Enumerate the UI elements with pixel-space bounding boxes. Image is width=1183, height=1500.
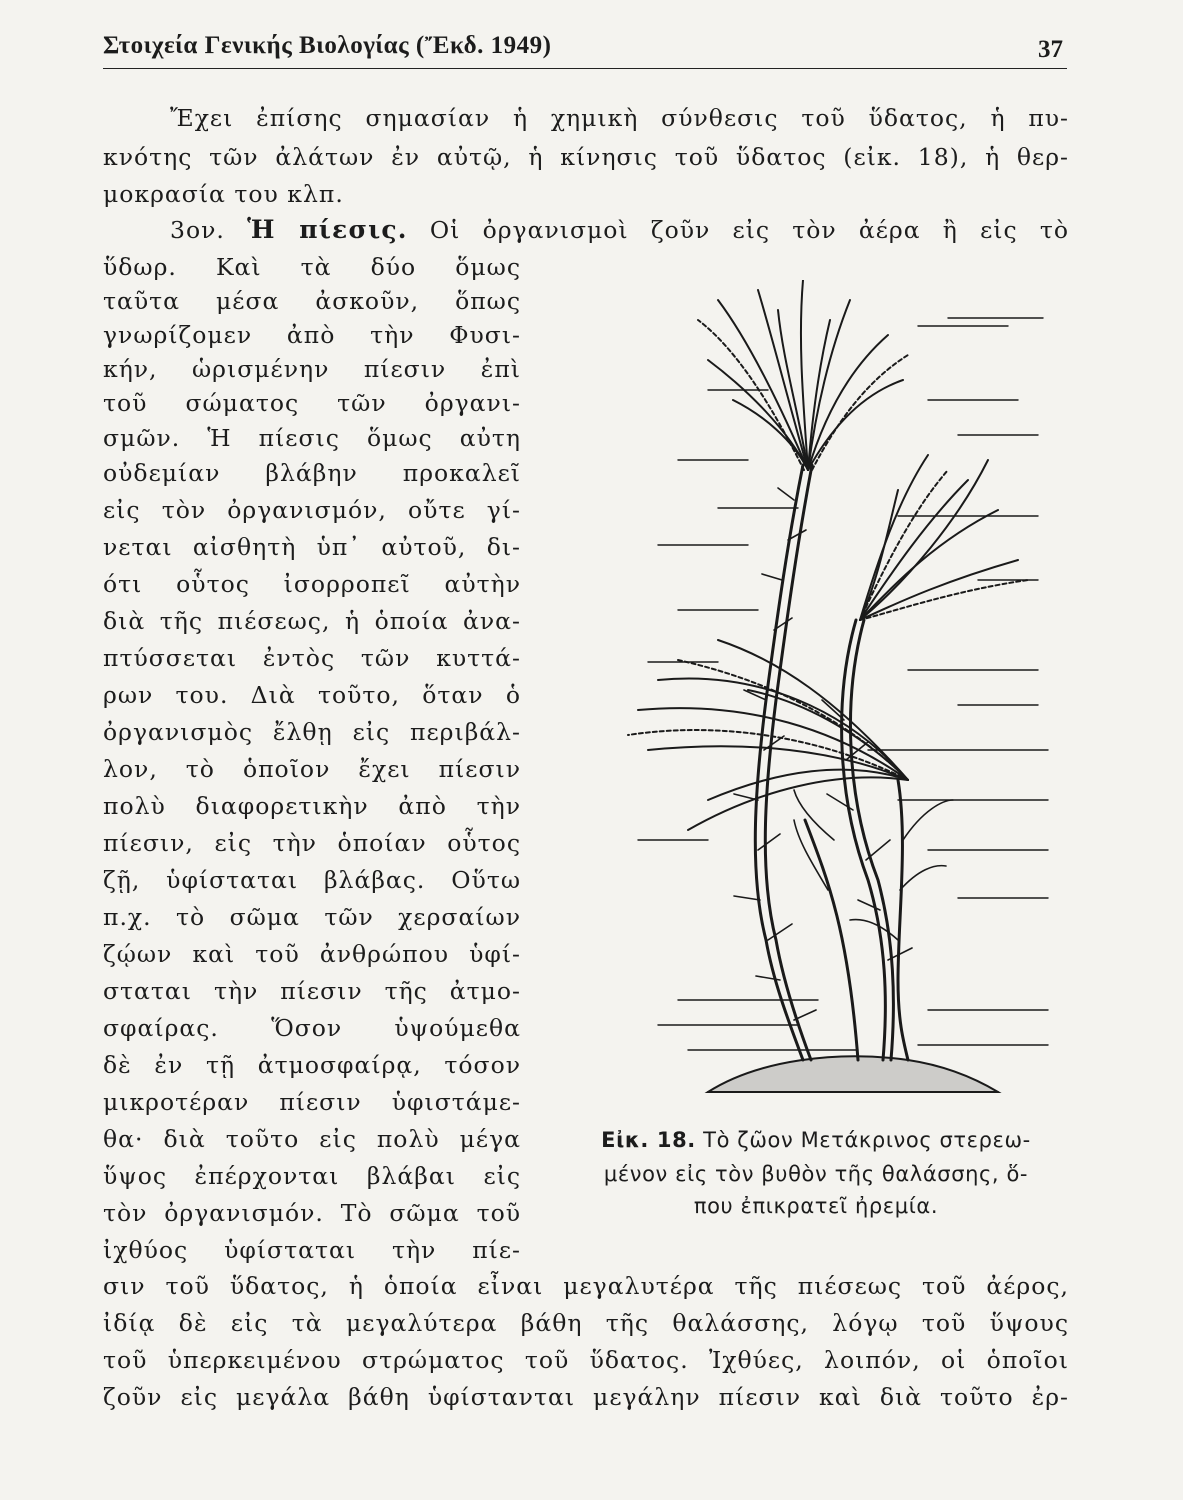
column-line: τοῦ σώματος τῶν ὀργανι-	[103, 389, 521, 417]
section-number: 3ον.	[170, 216, 225, 244]
column-line: πίεσιν, εἰς τὴν ὁποίαν οὗτος	[103, 829, 521, 857]
column-line: λον, τὸ ὁποῖον ἔχει πίεσιν	[103, 755, 521, 783]
page-header	[103, 28, 1067, 72]
column-line: σταται τὴν πίεσιν τῆς ἀτμο-	[103, 977, 521, 1005]
paragraph-line: Ἔχει ἐπίσης σημασίαν ἡ χημικὴ σύνθεσις τοῦ ὕδατος, ἡ πυ-	[170, 104, 1069, 132]
paragraph-line: ζοῦν εἰς μεγάλα βάθη ὑφίστανται μεγάλην πίεσιν καὶ διὰ τοῦτο ἐρ-	[103, 1383, 1069, 1411]
paragraph-line: σιν τοῦ ὕδατος, ἡ ὁποία εἶναι μεγαλυτέρα τῆς πιέσεως τοῦ ἀέρος,	[103, 1272, 1069, 1300]
figure-caption-line: μένον εἰς τὸν βυθὸν τῆς θαλάσσης, ὅ-	[603, 1162, 1029, 1186]
column-line: πτύσσεται ἐντὸς τῶν κυττά-	[103, 644, 521, 672]
column-line: θα· διὰ τοῦτο εἰς πολὺ μέγα	[103, 1125, 521, 1153]
column-line: γνωρίζομεν ἀπὸ τὴν Φυσι-	[103, 321, 521, 349]
crown-lower	[628, 640, 908, 830]
page-number: 37	[1038, 36, 1063, 63]
column-line: δὲ ἐν τῇ ἀτμοσφαίρᾳ, τόσον	[103, 1051, 521, 1079]
column-line: ρων του. Διὰ τοῦτο, ὅταν ὁ	[103, 681, 521, 709]
crown-top	[698, 280, 908, 470]
header-rule	[103, 68, 1067, 69]
paragraph-line: κνότης τῶν ἀλάτων ἐν αὐτῷ, ἡ κίνησις τοῦ ὕδατος (εἰκ. 18), ἡ θερ-	[103, 143, 1069, 171]
section-heading-line	[170, 212, 1069, 248]
paragraph-line: μοκρασία του κλπ.	[103, 180, 344, 208]
section-first-line: Οἱ ὀργανισμοὶ ζοῦν εἰς τὸν ἀέρα ἢ εἰς τὸ	[429, 216, 1069, 244]
caption-text: Τὸ ζῶον Μετάκρινος στερεω-	[703, 1128, 1031, 1152]
paragraph-line: ἰδίᾳ δὲ εἰς τὰ μεγαλύτερα βάθη τῆς θαλάσσης, λόγῳ τοῦ ὕψους	[103, 1309, 1069, 1337]
column-line: ἰχθύος ὑφίσταται τὴν πίε-	[103, 1236, 521, 1264]
section-heading: Ἡ πίεσις.	[247, 215, 408, 244]
running-title: Στοιχεία Γενικής Βιολογίας (Ἔκδ. 1949)	[103, 32, 552, 59]
column-line: οὐδεμίαν βλάβην προκαλεῖ	[103, 459, 521, 487]
column-line: διὰ τῆς πιέσεως, ἡ ὁποία ἀνα-	[103, 607, 521, 635]
crinoid-stalks	[755, 465, 908, 1060]
figure-label: Εἰκ. 18.	[601, 1128, 696, 1152]
column-line: ὀργανισμὸς ἔλθῃ εἰς περιβάλ-	[103, 718, 521, 746]
column-line: ότι οὗτος ἰσορροπεῖ αὐτὴν	[103, 570, 521, 598]
column-line: ζῴων καὶ τοῦ ἀνθρώπου ὑφί-	[103, 940, 521, 968]
column-line: ζῇ, ὑφίσταται βλάβας. Οὕτω	[103, 866, 521, 894]
sea-floor-mound	[708, 1056, 998, 1092]
column-line: σμῶν. Ἡ πίεσις ὅμως αὐτη	[103, 424, 521, 452]
column-line: ταῦτα μέσα ἀσκοῦν, ὅπως	[103, 287, 521, 315]
crown-right	[860, 455, 1028, 620]
column-line: ὕδωρ. Καὶ τὰ δύο ὅμως	[103, 253, 521, 281]
figure-caption-line: που ἐπικρατεῖ ἠρεμία.	[693, 1194, 939, 1218]
column-line: πολὺ διαφορετικὴν ἀπὸ τὴν	[103, 792, 521, 820]
column-line: κήν, ὡρισμένην πίεσιν ἐπὶ	[103, 355, 521, 383]
column-line: ὕψος ἐπέρχονται βλάβαι εἰς	[103, 1162, 521, 1190]
column-line: σφαίρας. Ὅσον ὑψούμεθα	[103, 1014, 521, 1042]
paragraph-line: τοῦ ὑπερκειμένου στρώματος τοῦ ὕδατος. Ἰχθύες, λοιπόν, οἱ ὁποῖοι	[103, 1346, 1069, 1374]
crinoid-illustration	[598, 280, 1068, 1100]
column-line: μικροτέραν πίεσιν ὑφιστάμε-	[103, 1088, 521, 1116]
column-line: π.χ. τὸ σῶμα τῶν χερσαίων	[103, 903, 521, 931]
figure-caption-line	[556, 1124, 1076, 1156]
column-line: εἰς τὸν ὀργανισμόν, οὔτε γί-	[103, 496, 521, 524]
column-line: τὸν ὀργανισμόν. Τὸ σῶμα τοῦ	[103, 1199, 521, 1227]
column-line: νεται αἰσθητὴ ὑπ᾽ αὐτοῦ, δι-	[103, 533, 521, 561]
